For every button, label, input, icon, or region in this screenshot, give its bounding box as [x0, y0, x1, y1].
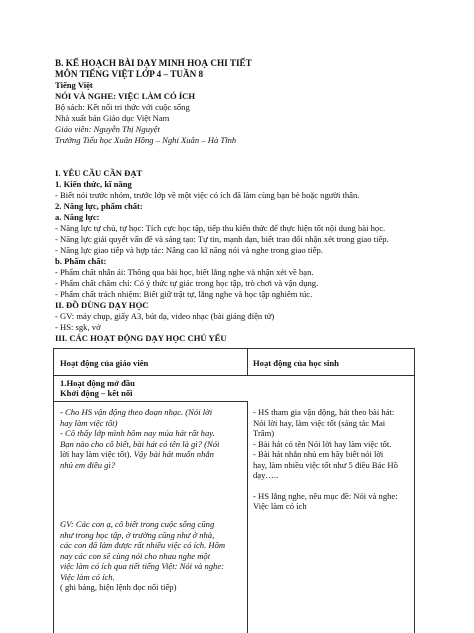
publisher-info: Nhà xuất bản Giáo dục Việt Nam: [55, 113, 170, 123]
lesson-title: NÓI VÀ NGHE: VIỆC LÀM CÓ ÍCH: [55, 91, 196, 101]
table-text-line: hay làm việc tốt): [60, 417, 118, 428]
table-text-line: - Cho HS vận động theo đoạn nhạc. (Nói lời: [60, 407, 213, 417]
section-1-1-heading: 1. Kiến thức, kĩ năng: [55, 179, 132, 189]
table-text-line: Việc làm có ích.: [60, 571, 115, 582]
competence-item-2: - Năng lực giải quyết vấn đề và sáng tạo: Tự tin, mạnh dạn, biết trao đổi nhận xét trong giao tiếp.: [55, 234, 389, 244]
teacher-info: Giáo viên: Nguyễn Thị Nguyệt: [55, 124, 161, 134]
materials-teacher: - GV: máy chụp, giấy A3, bút dạ, video nhạc (bài giảng điện tử): [55, 311, 275, 321]
activity-1-title: 1.Hoạt động mở đầu: [60, 378, 135, 388]
col-student-header: Hoạt động của học sinh: [253, 358, 339, 368]
book-info: Bộ sách: Kết nối tri thức với cuộc sống: [55, 102, 190, 112]
table-text-line: - HS lắng nghe, nêu mục đề: Nói và nghe:: [253, 490, 398, 501]
table-rule: [54, 375, 414, 376]
table-text-line: Bạn nào cho cô biết, bài hát có tên là gì? (Nói: [60, 438, 220, 449]
section-1-2a-heading: a. Năng lực:: [55, 212, 100, 222]
section-3-title: III. CÁC HOẠT ĐỘNG DẠY HỌC CHỦ YẾU: [55, 333, 227, 343]
competence-item-1: - Năng lực tự chủ, tự học: Tích cực học tập, tiếp thu kiến thức để thực hiện tốt nội dung bài học.: [55, 223, 386, 233]
table-divider-body: [247, 401, 248, 633]
table-text-line: - HS tham gia vận động, hát theo bài hát:: [253, 407, 395, 417]
table-text-line: - Bài hát có tên Nói lời hay làm việc tốt.: [253, 438, 392, 449]
doc-title: B. KẾ HOẠCH BÀI DẠY MINH HOẠ CHI TIẾT: [55, 58, 252, 68]
table-text-line: hay, làm nhiều việc tốt như 5 điều Bác Hồ: [253, 459, 398, 470]
section-2-title: II. ĐỒ DÙNG DẠY HỌC: [55, 300, 149, 310]
table-text-line: lời hay làm việc tốt). Vậy bài hát muốn nhắn: [60, 449, 214, 459]
table-text-line: Nói lời hay, làm việc tốt (sáng tác Mai: [253, 417, 386, 428]
table-rule: [54, 401, 247, 402]
materials-student: - HS: sgk, vở: [55, 322, 101, 332]
doc-subtitle: MÔN TIẾNG VIỆT LỚP 4 – TUẦN 8: [55, 69, 204, 79]
table-text-line: các con đã làm được rất nhiều việc có ích. Hôm: [60, 540, 226, 550]
table-text-line: dạy…..: [253, 470, 279, 480]
table-text-line: như trong học tập, ở trường cũng như ở nhà,: [60, 529, 215, 540]
table-text-line: nhủ em điều gì?: [60, 459, 116, 470]
col-teacher-header: Hoạt động của giáo viên: [60, 358, 149, 368]
table-text-line: ( ghi bảng, hiện lệnh đọc nối tiếp): [60, 582, 177, 592]
section-1-1-text: - Biết nói trước nhóm, trước lớp về một việc có ích đã làm cùng bạn bè hoặc người thân.: [55, 190, 360, 200]
quality-item-1: - Phẩm chất nhân ái: Thông qua bài học, biết lắng nghe và nhận xét về bạn.: [55, 267, 314, 277]
section-1-2-heading: 2. Năng lực, phẩm chất:: [55, 201, 143, 211]
school-info: Trường Tiểu học Xuân Hồng – Nghi Xuân – Hà Tĩnh: [55, 135, 237, 145]
section-1-2b-heading: b. Phẩm chất:: [55, 256, 107, 266]
quality-item-2: - Phẩm chất chăm chỉ: Có ý thức tự giác trong học tập, trò chơi và vận dụng.: [55, 278, 319, 288]
subject-label: Tiếng Việt: [55, 80, 93, 90]
table-text-line: - Bài hát nhắn nhủ em hãy biết nói lời: [253, 449, 384, 459]
quality-item-3: - Phẩm chất trách nhiệm: Biết giữ trật tự, lắng nghe và học tập nghiêm túc.: [55, 289, 313, 299]
competence-item-3: - Năng lực giao tiếp và hợp tác: Nâng cao kĩ năng nói và nghe trong giao tiếp.: [55, 245, 323, 255]
activities-table: [53, 348, 415, 633]
table-text-line: nay các con sẽ cùng nói cho nhau nghe một: [60, 550, 211, 561]
section-1-title: I. YÊU CẦU CẦN ĐẠT: [55, 168, 143, 178]
activity-1-subtitle: Khởi động – kết nối: [60, 388, 133, 398]
table-divider-header: [247, 349, 248, 375]
table-text-line: Trâm): [253, 428, 275, 438]
table-text-line: - Cô thấy lớp mình hôm nay múa hát rất hay.: [60, 428, 215, 438]
table-text-line: Việc làm có ích: [253, 501, 307, 511]
table-text-line: việc làm có ích qua tiết tiếng Việt: Nói và nghe:: [60, 561, 225, 571]
table-text-line: GV: Các con ạ, cô biết trong cuộc sống cũng: [60, 519, 215, 529]
